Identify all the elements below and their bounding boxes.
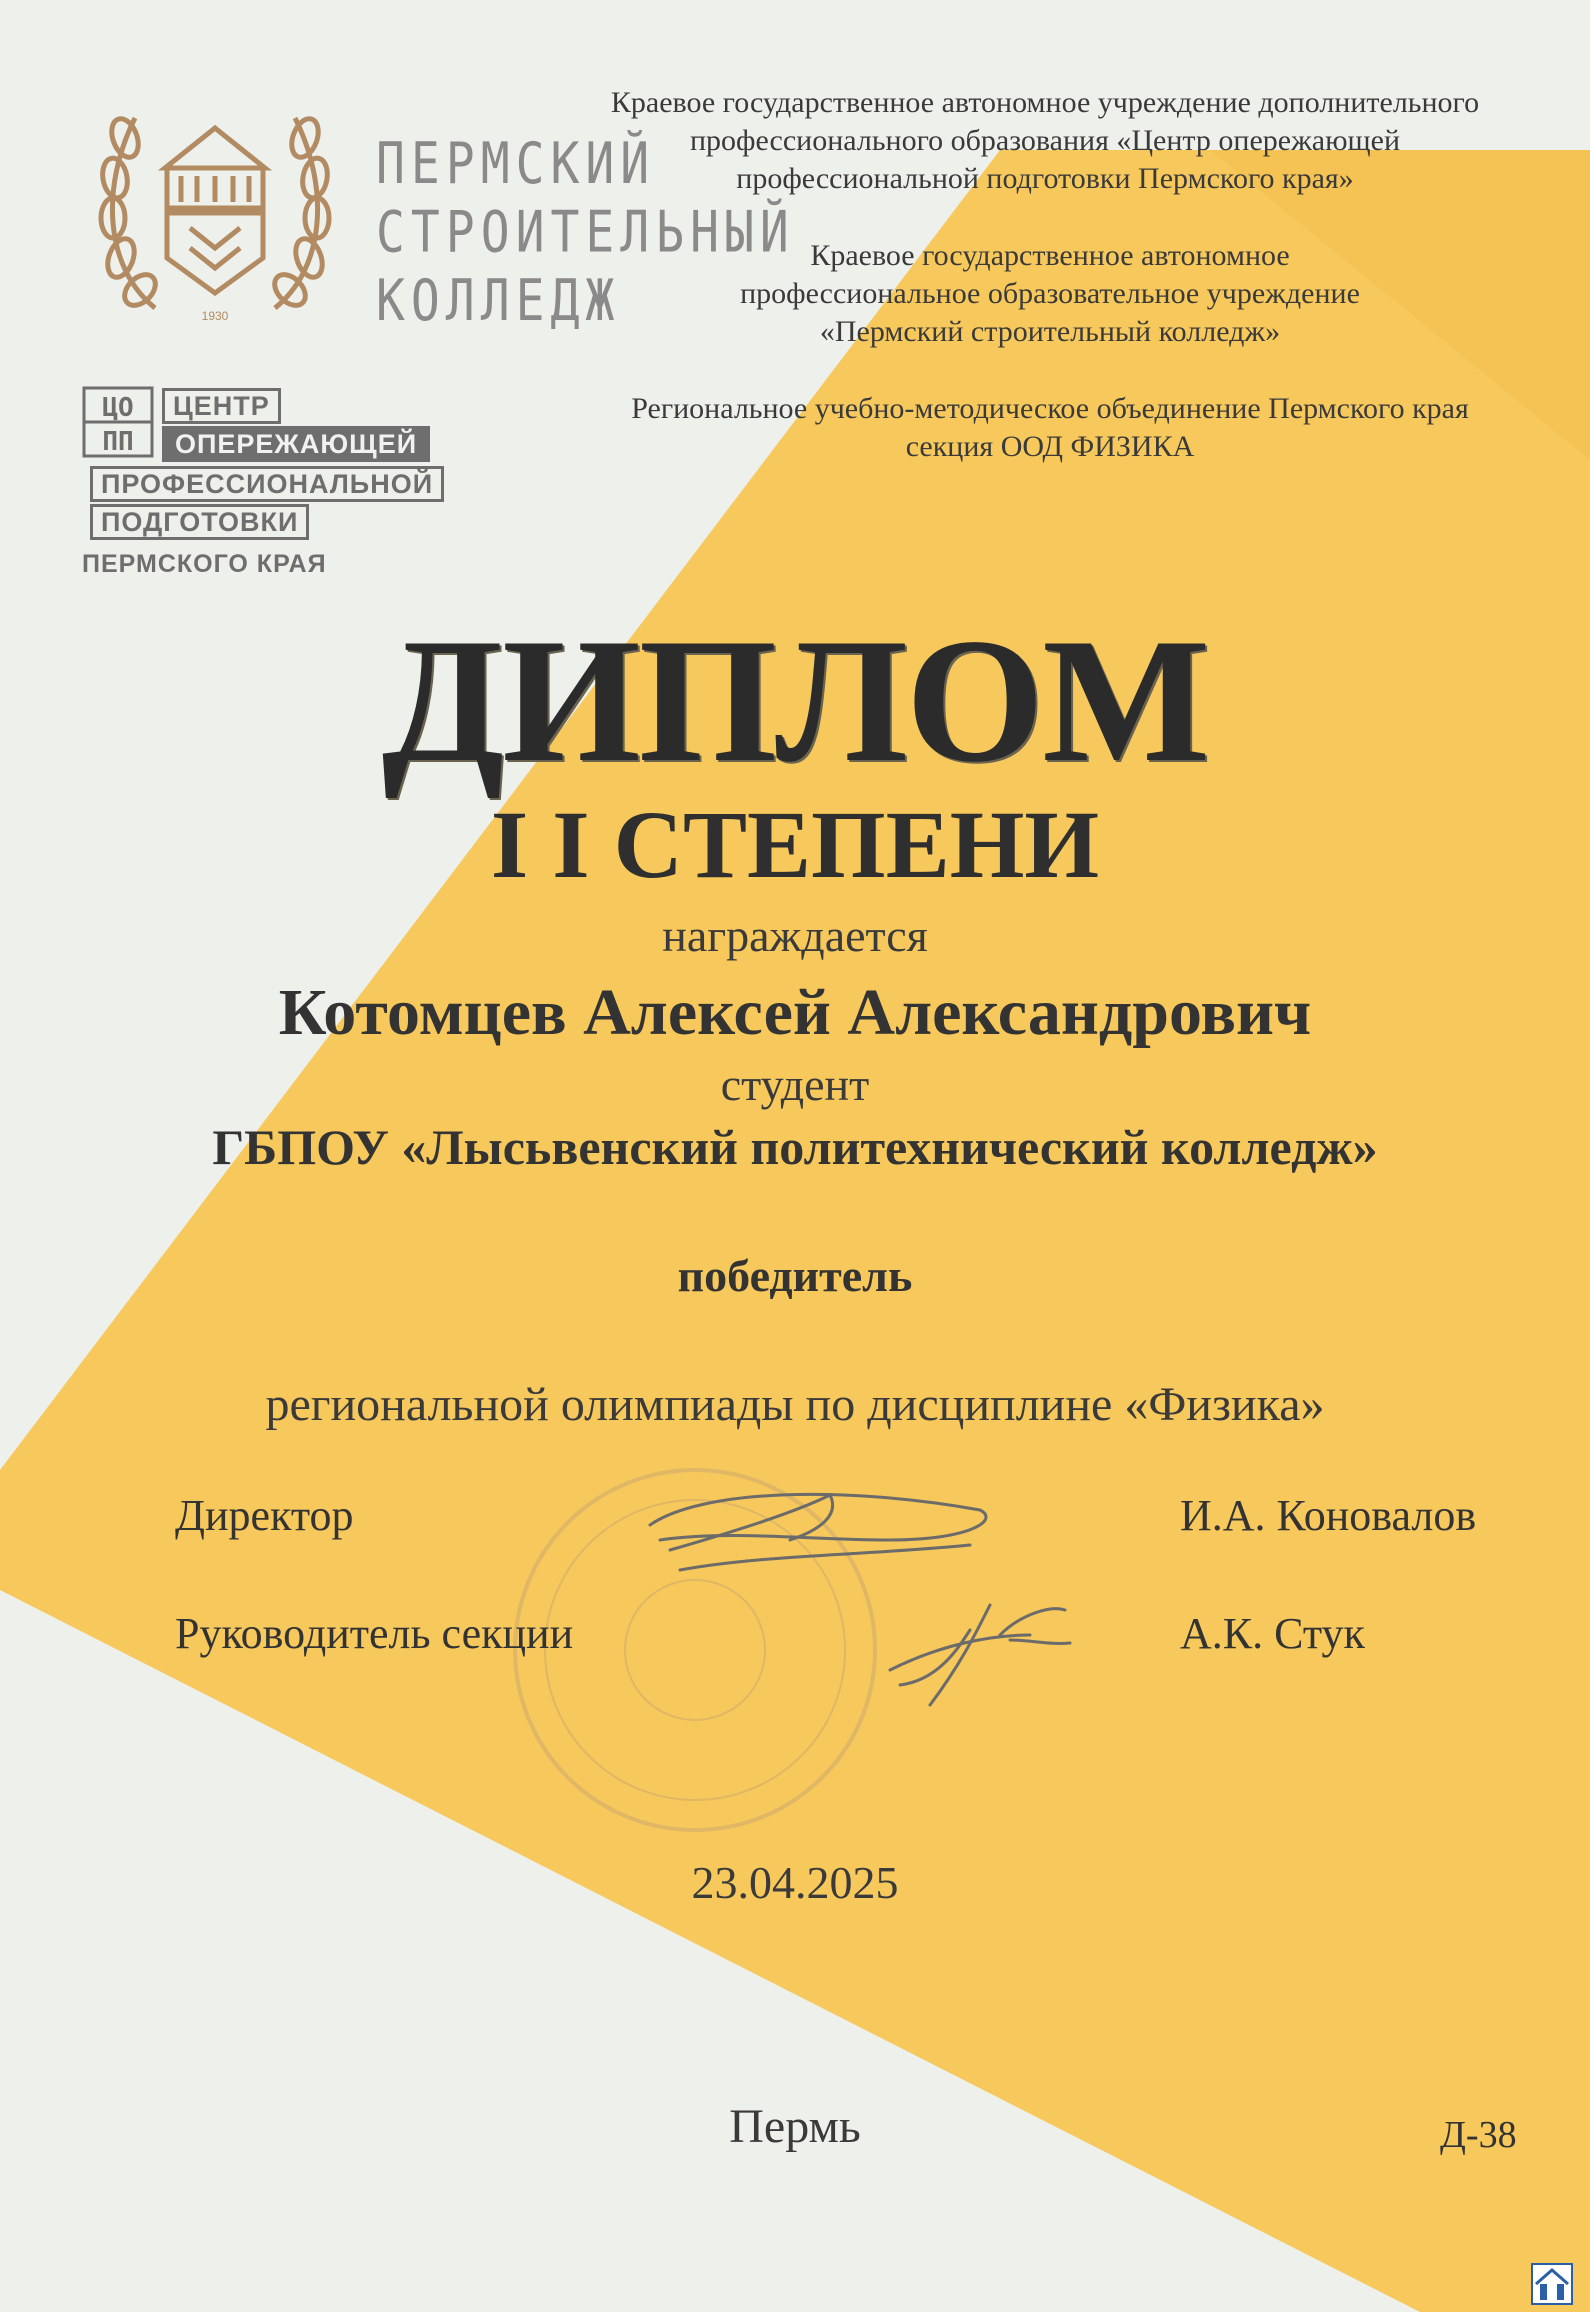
doc-code: Д-38 — [1440, 2114, 1517, 2156]
cop-logo — [82, 386, 482, 586]
section-head-position: Руководитель секции — [175, 1609, 574, 1658]
org-umo-line-1: Региональное учебно-методическое объединение Пермского края — [631, 392, 1469, 425]
recipient-name: Котомцев Алексей Александрович — [278, 976, 1312, 1049]
college-name-line-3: КОЛЛЕДЖ — [376, 268, 621, 335]
signature-director-icon — [640, 1470, 1010, 1590]
diploma-title: ДИПЛОМ — [381, 601, 1209, 799]
cop-monogram-icon — [82, 386, 154, 458]
cop-monogram-bottom: ПП — [102, 427, 134, 457]
event: региональной олимпиады по дисциплине «Физика» — [265, 1378, 1325, 1431]
diploma-degree: I I СТЕПЕНИ — [490, 791, 1100, 898]
institution: ГБПОУ «Лысьвенский политехнический колледж» — [212, 1119, 1378, 1175]
org-umo-line-2: секция ООД ФИЗИКА — [905, 430, 1195, 463]
cop-monogram-top: ЦО — [102, 393, 134, 423]
org-college-line-1: Краевое государственное автономное — [810, 239, 1290, 272]
org-college-line-3: «Пермский строительный колледж» — [819, 315, 1281, 348]
director-position: Директор — [175, 1491, 354, 1540]
college-year: 1930 — [201, 309, 229, 323]
org-college-line-2: профессиональное образовательное учреждение — [740, 277, 1360, 310]
section-head-name: А.К. Стук — [1180, 1609, 1365, 1658]
cop-line-2: ОПЕРЕЖАЮЩЕЙ — [162, 426, 430, 462]
date: 23.04.2025 — [691, 1857, 899, 1908]
cop-line-5: ПЕРМСКОГО КРАЯ — [82, 550, 327, 578]
org-center-line-3: профессиональной подготовки Пермского края» — [736, 162, 1354, 195]
cop-line-1: ЦЕНТР — [162, 388, 281, 424]
college-name-line-2: СТРОИТЕЛЬНЫЙ — [376, 199, 795, 266]
org-center-line-1: Краевое государственное автономное учреждение дополнительного — [610, 86, 1480, 119]
cop-line-4: ПОДГОТОВКИ — [90, 504, 309, 540]
status: победитель — [677, 1250, 913, 1301]
org-umo-block — [560, 390, 1540, 466]
recipient-role: студент — [720, 1059, 870, 1110]
college-emblem-icon — [95, 98, 335, 328]
cop-line-3: ПРОФЕССИОНАЛЬНОЙ — [90, 466, 444, 502]
city: Пермь — [729, 2100, 861, 2153]
director-name: И.А. Коновалов — [1180, 1491, 1477, 1540]
awarded-text: награждается — [662, 910, 928, 961]
college-name-line-1: ПЕРМСКИЙ — [376, 131, 656, 198]
corner-logo-icon — [1530, 2262, 1574, 2306]
org-center-block — [540, 84, 1550, 198]
org-college-block — [640, 237, 1460, 351]
signature-section-head-icon — [880, 1585, 1080, 1715]
org-center-line-2: профессионального образования «Центр опережающей — [689, 124, 1400, 157]
